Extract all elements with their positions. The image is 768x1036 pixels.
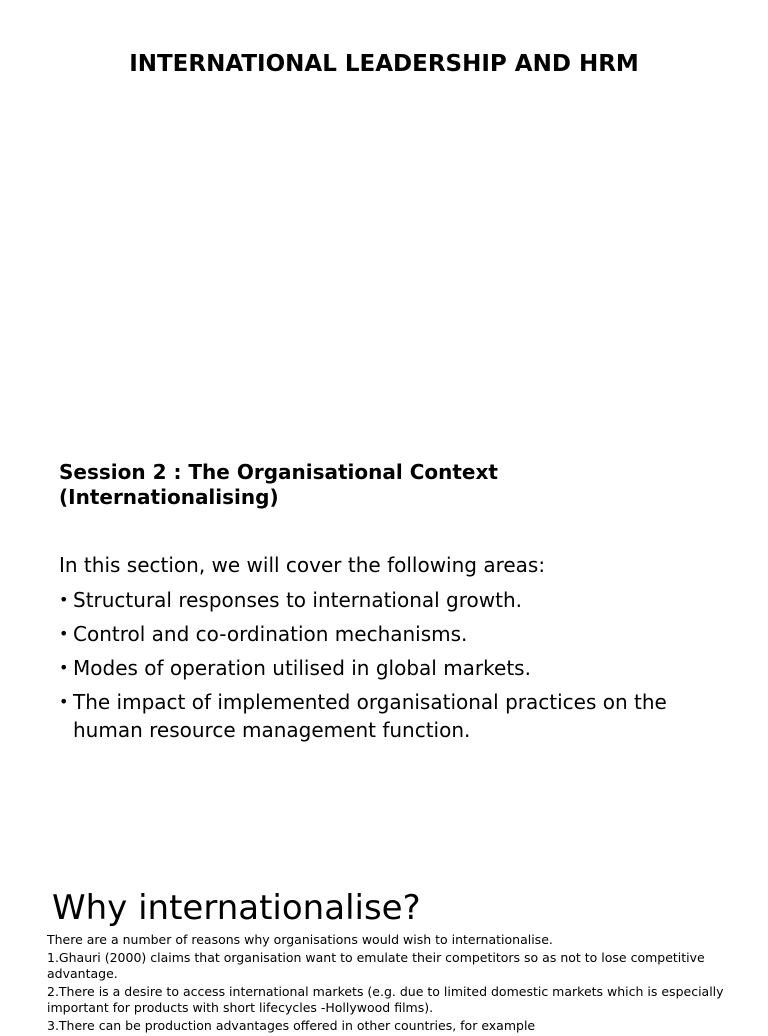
list-item	[59, 620, 719, 648]
paragraph: 1.Ghauri (2000) claims that organisation want to emulate their competitors so as not to lose competitive advantage.	[47, 950, 705, 981]
list-item	[59, 654, 719, 682]
bullet-text: Control and co-ordination mechanisms.	[73, 622, 468, 646]
session-bullet-list	[59, 586, 719, 750]
session-intro: In this section, we will cover the following areas:	[59, 553, 546, 577]
bullet-text: Structural responses to international growth.	[73, 588, 523, 612]
bullet-text: The impact of implemented organisational practices on the human resource management function.	[73, 690, 667, 742]
paragraph: 3.There can be production advantages offered in other countries, for example	[47, 1018, 536, 1033]
session-heading: Session 2 : The Organisational Context (Internationalising)	[59, 460, 498, 509]
paragraph: 2.There is a desire to access international markets (e.g. due to limited domestic markets which is especially important for products with short lifecycles -Hollywood films).	[47, 984, 724, 1015]
bullet-icon: •	[59, 590, 69, 609]
section-title: Why internationalise?	[52, 888, 421, 928]
bullet-icon: •	[59, 658, 69, 677]
paragraph: There are a number of reasons why organisations would wish to internationalise.	[47, 932, 553, 947]
bullet-icon: •	[59, 624, 69, 643]
list-item	[59, 688, 719, 744]
list-item	[59, 586, 719, 614]
bullet-text: Modes of operation utilised in global markets.	[73, 656, 531, 680]
slide-title: INTERNATIONAL LEADERSHIP AND HRM	[129, 51, 639, 77]
bullet-icon: •	[59, 692, 69, 711]
reasons-text	[47, 932, 727, 1036]
